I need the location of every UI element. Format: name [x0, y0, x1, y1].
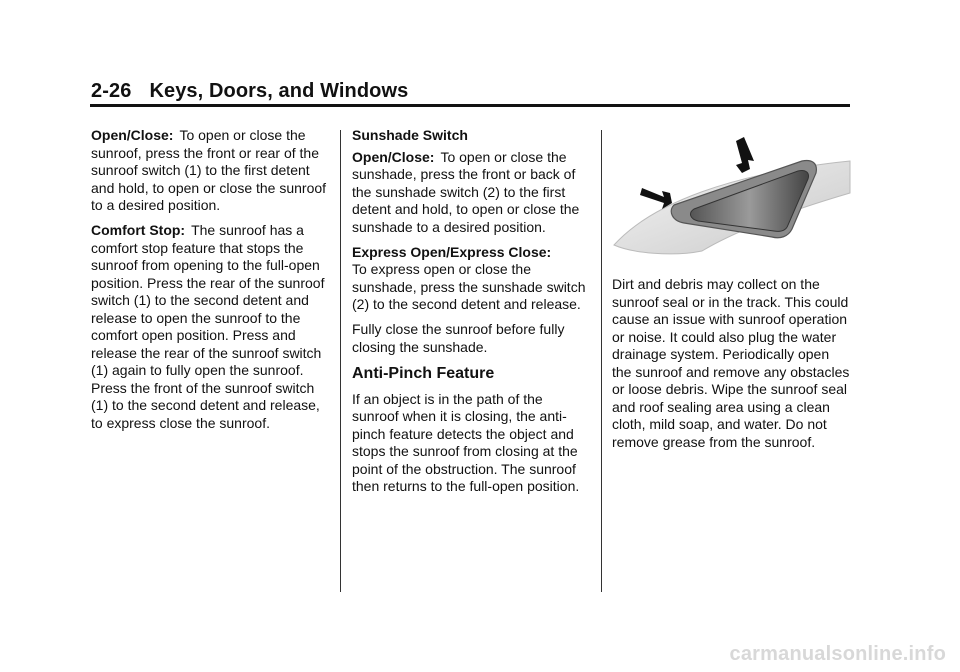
- label-comfort-stop: Comfort Stop:: [91, 222, 186, 238]
- column-3: [612, 276, 852, 459]
- label-open-close: Open/Close:: [91, 127, 174, 143]
- label-express-open-close: Express Open/Express Close:: [352, 243, 552, 260]
- footer-watermark: carmanualsonline.info: [729, 643, 946, 665]
- subheading-sunshade-switch: Sunshade Switch: [352, 127, 468, 143]
- text-open-close: To open or close the sunroof, press the front or rear of the sunroof switch (1) to the first detent and hold, to open or close the sunroof to a desired position.: [91, 127, 327, 213]
- column-divider-1: [340, 130, 341, 592]
- column-1: [91, 127, 331, 440]
- paragraph-dirt-debris: Dirt and debris may collect on the sunroof seal or in the track. This could cause an issue with sunroof operation or noise. It could also plug the water drainage system. Periodically open the sunroof and remove any obstacles or loose debris. Wipe the sunroof seal and roof sealing area using a clean cloth, mild soap, and water. Do not remove grease from the sunroof.: [612, 276, 850, 450]
- paragraph-anti-pinch: If an object is in the path of the sunroof when it is closing, the anti-pinch feature detects the object and stops the sunroof from closing at the point of the obstruction. The sunroof then returns to the full-open position.: [352, 390, 580, 494]
- page-header: [91, 80, 408, 103]
- label-sunshade-open-close: Open/Close:: [352, 148, 435, 165]
- paragraph-express-open-close: [352, 244, 592, 314]
- header-rule: [90, 104, 850, 107]
- paragraph-fully-close: Fully close the sunroof before fully closing the sunshade.: [352, 321, 565, 355]
- arrow-2-icon: [736, 137, 754, 173]
- paragraph-open-close: [91, 127, 331, 215]
- column-2: [352, 127, 592, 503]
- paragraph-comfort-stop: [91, 222, 331, 432]
- heading-anti-pinch: Anti-Pinch Feature: [352, 365, 495, 382]
- column-divider-2: [601, 130, 602, 592]
- paragraph-sunshade-open-close: [352, 149, 592, 237]
- sunroof-illustration: [612, 133, 852, 263]
- text-comfort-stop: The sunroof has a comfort stop feature that stops the sunroof from opening to the full-open position. Press the rear of the sunroof switch (1) to the second detent and release to open the sunroof to the comfort open position. Press and release the rear of the sunroof switch (1) again to fully open the sunroof. Press the front of the sunroof switch (1) to the second detent and release, to express close the sunroof.: [91, 222, 325, 431]
- page-number: 2-26: [91, 80, 132, 102]
- text-express-open-close: To express open or close the sunshade, press the sunshade switch (2) to the second detent and release.: [352, 261, 586, 312]
- text-sunshade-open-close: To open or close the sunshade, press the front or back of the sunshade switch (2) to the first detent and hold, to open or close the sunshade to a desired position.: [352, 148, 580, 235]
- section-title: Keys, Doors, and Windows: [149, 80, 409, 102]
- arrow-1-icon: [640, 188, 672, 209]
